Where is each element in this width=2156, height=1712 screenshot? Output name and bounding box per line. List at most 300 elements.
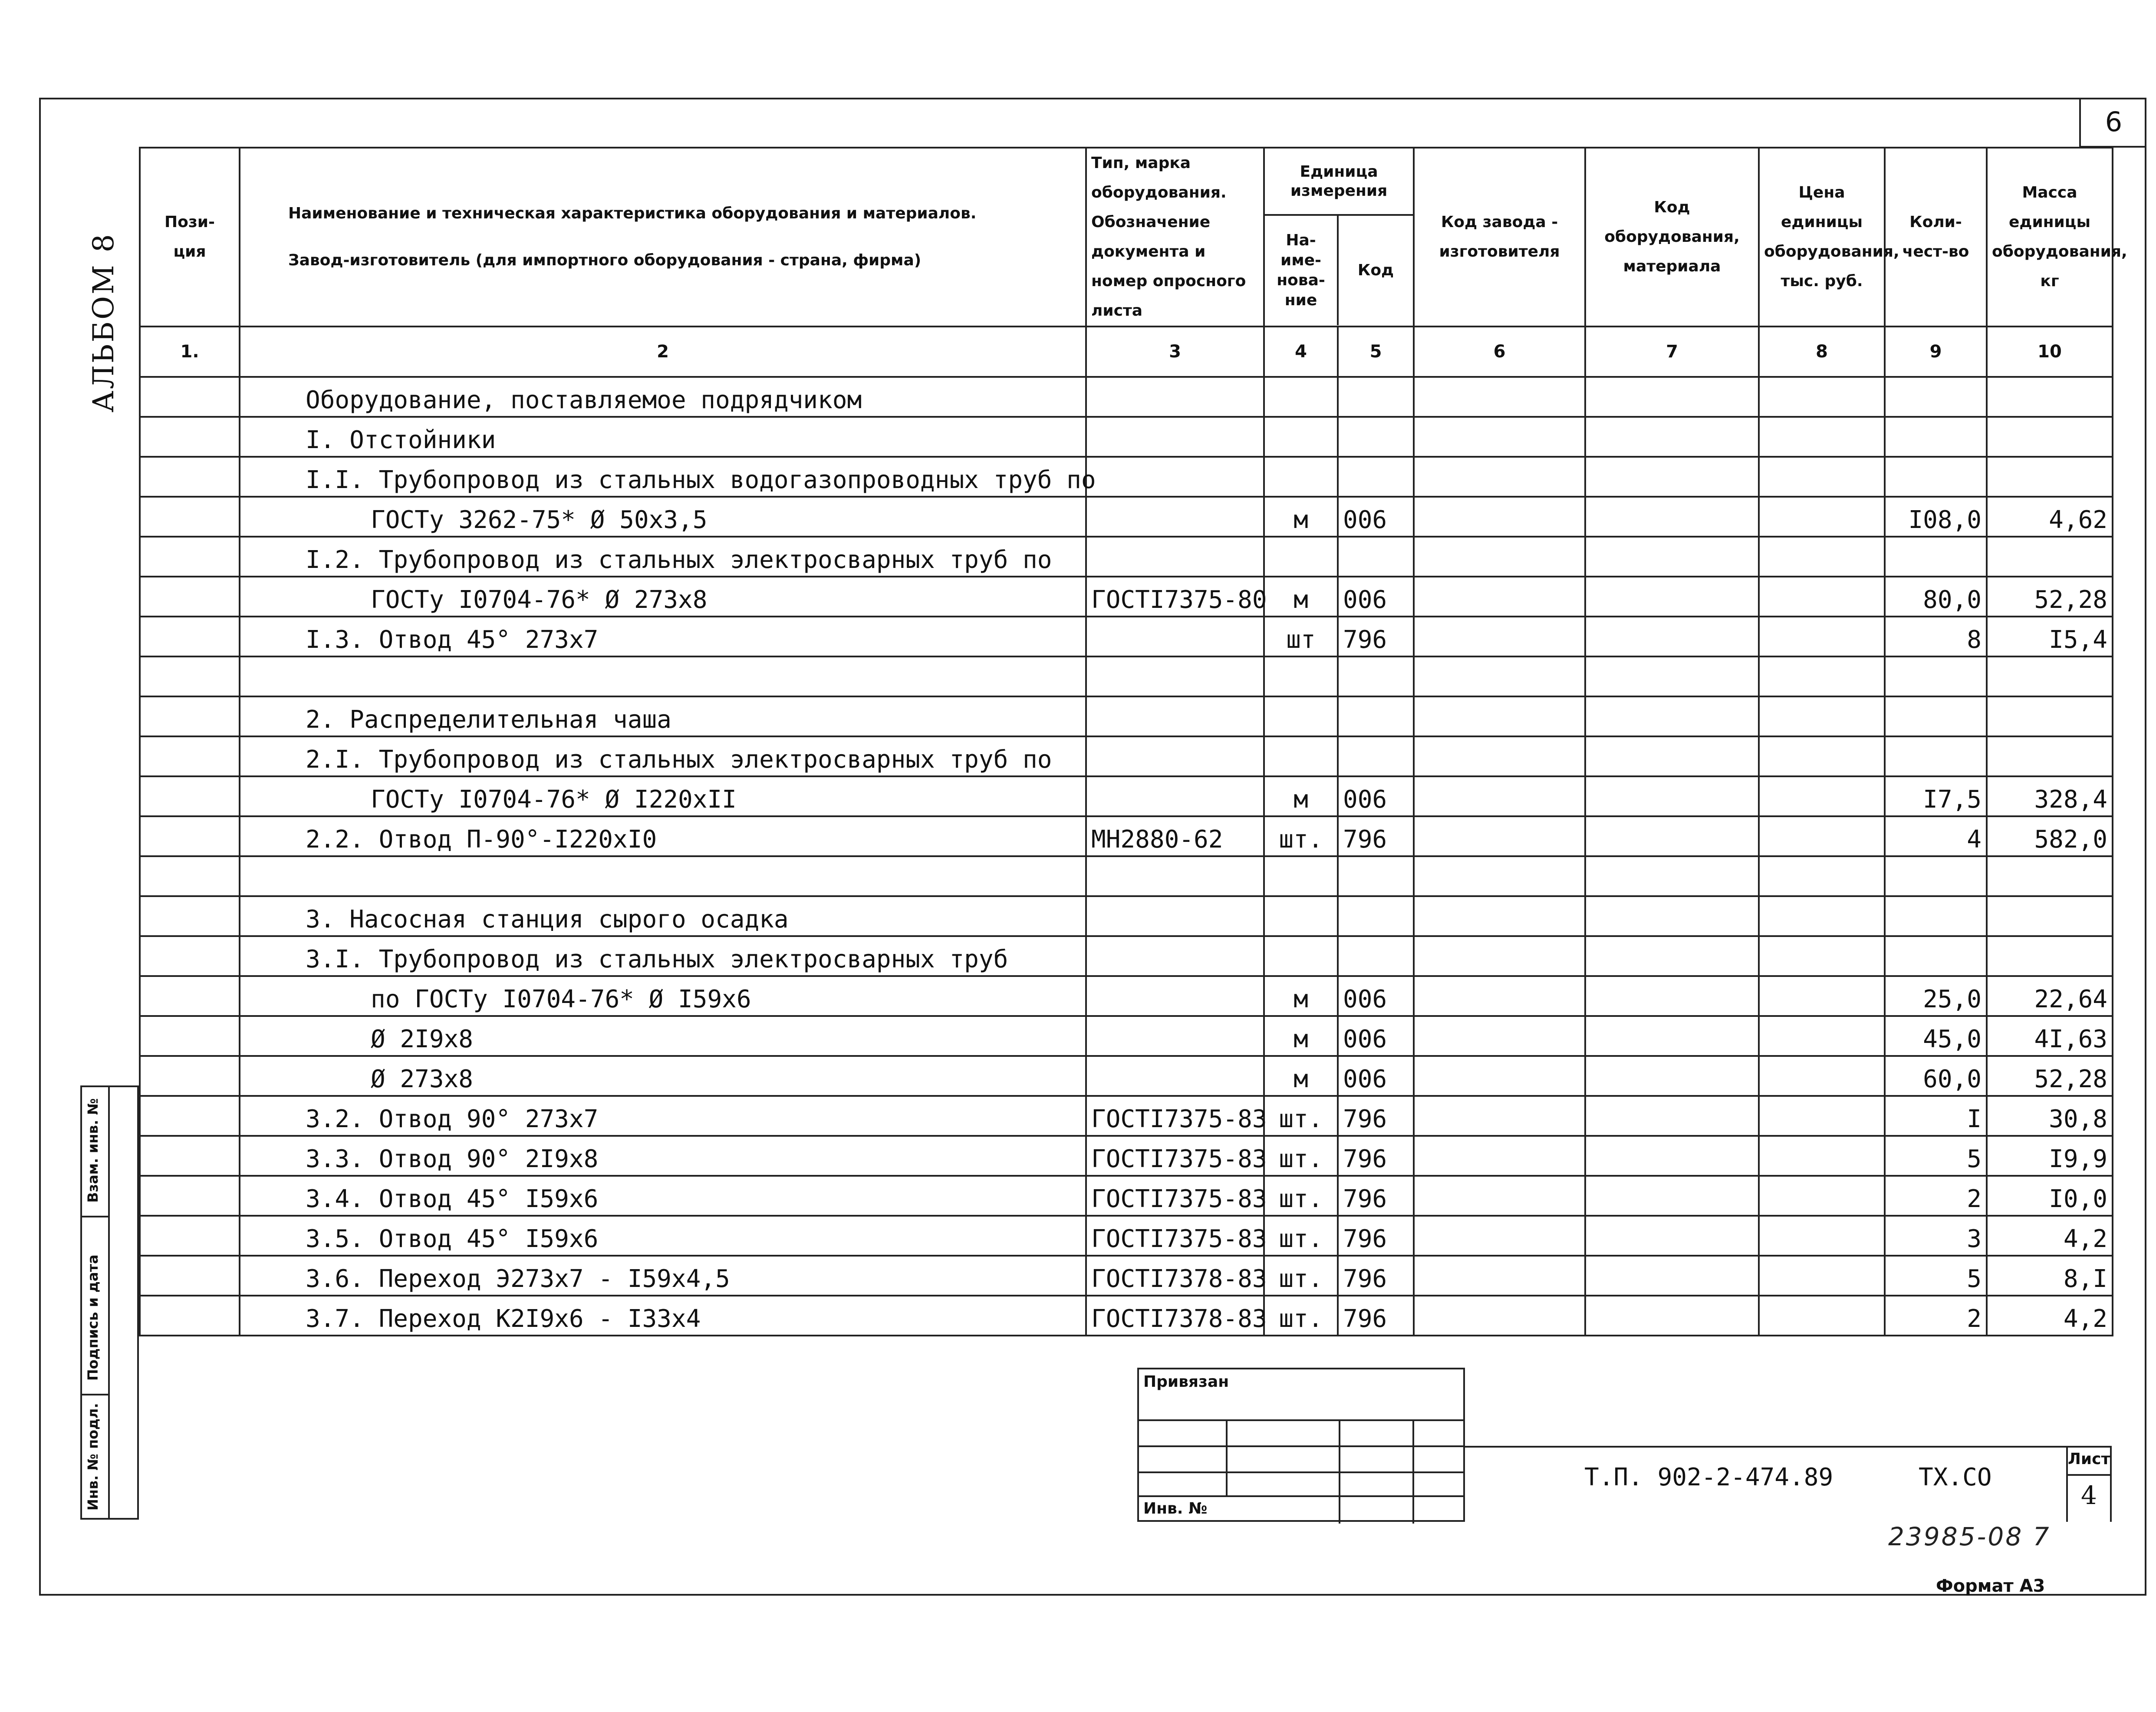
cell-price	[1759, 417, 1885, 457]
cell-qty	[1885, 377, 1987, 417]
cell-type: ГОСТI7375-83	[1086, 1096, 1264, 1136]
cell-type	[1086, 1056, 1264, 1096]
cell-mass: 328,4	[1987, 776, 2113, 816]
col-header-name-line1: Наименование и техническая характеристика оборудования и материалов.	[288, 205, 977, 222]
cell-qty	[1885, 896, 1987, 936]
cell-equip-code	[1585, 1216, 1759, 1256]
cell-type: ГОСТI7378-83	[1086, 1256, 1264, 1296]
table-row	[140, 457, 2113, 497]
cell-name: 2. Распределительная чаша	[240, 696, 1086, 736]
cell-name: 3.7. Переход К2I9х6 - I33х4	[240, 1296, 1086, 1336]
cell-factory-code	[1414, 417, 1585, 457]
cell-code	[1338, 896, 1414, 936]
cell-name: 3. Насосная станция сырого осадка	[240, 896, 1086, 936]
cell-unit: шт.	[1264, 1176, 1338, 1216]
col-num-7: 7	[1585, 327, 1759, 377]
cell-mass	[1987, 856, 2113, 896]
cell-price	[1759, 696, 1885, 736]
cell-factory-code	[1414, 736, 1585, 776]
cell-qty	[1885, 696, 1987, 736]
cell-code	[1338, 656, 1414, 696]
cell-equip-code	[1585, 776, 1759, 816]
cell-price	[1759, 1016, 1885, 1056]
binding-stamp	[1137, 1368, 1465, 1522]
specification-table	[139, 147, 2127, 1336]
cell-unit	[1264, 936, 1338, 976]
cell-name: I. Отстойники	[240, 417, 1086, 457]
table-row	[140, 936, 2113, 976]
cell-position	[140, 1296, 240, 1336]
cell-name: Оборудование, поставляемое подрядчиком	[240, 377, 1086, 417]
cell-code	[1338, 457, 1414, 497]
side-cell-signature	[82, 1217, 108, 1395]
cell-unit	[1264, 656, 1338, 696]
cell-factory-code	[1414, 617, 1585, 656]
list-number: 4	[2081, 1481, 2097, 1510]
cell-price	[1759, 976, 1885, 1016]
col-num-6: 6	[1414, 327, 1585, 377]
cell-price	[1759, 577, 1885, 617]
col-header-name-line2: Завод-изготовитель (для импортного оборудования - страна, фирма)	[288, 251, 922, 269]
cell-name: I.3. Отвод 45° 273х7	[240, 617, 1086, 656]
cell-unit: шт.	[1264, 816, 1338, 856]
cell-qty: 3	[1885, 1216, 1987, 1256]
cell-factory-code	[1414, 1216, 1585, 1256]
side-cell-replacement	[82, 1087, 108, 1217]
table-row	[140, 377, 2113, 417]
cell-unit	[1264, 736, 1338, 776]
cell-position	[140, 776, 240, 816]
cell-code	[1338, 856, 1414, 896]
cell-factory-code	[1414, 457, 1585, 497]
cell-qty: 25,0	[1885, 976, 1987, 1016]
cell-unit: шт	[1264, 617, 1338, 656]
table-row	[140, 696, 2113, 736]
cell-code: 796	[1338, 1176, 1414, 1216]
cell-qty	[1885, 856, 1987, 896]
cell-mass: 4,2	[1987, 1296, 2113, 1336]
cell-qty	[1885, 417, 1987, 457]
cell-mass: 582,0	[1987, 816, 2113, 856]
cell-equip-code	[1585, 617, 1759, 656]
cell-price	[1759, 617, 1885, 656]
unit-group-title: Единица измерения	[1265, 149, 1413, 216]
cell-equip-code	[1585, 1136, 1759, 1176]
cell-qty	[1885, 936, 1987, 976]
cell-equip-code	[1585, 577, 1759, 617]
cell-mass: I5,4	[1987, 617, 2113, 656]
cell-code	[1338, 936, 1414, 976]
cell-qty: 80,0	[1885, 577, 1987, 617]
table-row	[140, 537, 2113, 577]
cell-position	[140, 537, 240, 577]
cell-qty: 4	[1885, 816, 1987, 856]
cell-unit: шт.	[1264, 1096, 1338, 1136]
cell-qty	[1885, 736, 1987, 776]
cell-factory-code	[1414, 577, 1585, 617]
cell-mass: 52,28	[1987, 1056, 2113, 1096]
cell-name: 3.2. Отвод 90° 273х7	[240, 1096, 1086, 1136]
cell-unit: м	[1264, 1056, 1338, 1096]
side-stamp	[80, 1085, 139, 1520]
cell-code: 796	[1338, 617, 1414, 656]
table-row	[140, 617, 2113, 656]
cell-factory-code	[1414, 976, 1585, 1016]
cell-equip-code	[1585, 1096, 1759, 1136]
cell-mass: 52,28	[1987, 577, 2113, 617]
cell-type	[1086, 1016, 1264, 1056]
cell-type	[1086, 417, 1264, 457]
cell-code: 006	[1338, 976, 1414, 1016]
cell-code: 796	[1338, 816, 1414, 856]
cell-price	[1759, 537, 1885, 577]
column-numbers-row	[140, 327, 2113, 377]
cell-price	[1759, 776, 1885, 816]
col-num-10: 10	[1987, 327, 2113, 377]
cell-qty: 5	[1885, 1136, 1987, 1176]
cell-unit	[1264, 896, 1338, 936]
cell-factory-code	[1414, 696, 1585, 736]
cell-factory-code	[1414, 1296, 1585, 1336]
cell-price	[1759, 656, 1885, 696]
cell-factory-code	[1414, 537, 1585, 577]
cell-equip-code	[1585, 457, 1759, 497]
cell-equip-code	[1585, 656, 1759, 696]
col-header-position: Пози- ция	[140, 148, 240, 327]
inv-label: Инв. №	[1143, 1500, 1208, 1517]
cell-mass: 4I,63	[1987, 1016, 2113, 1056]
cell-price	[1759, 377, 1885, 417]
cell-type	[1086, 936, 1264, 976]
table-row	[140, 1256, 2113, 1296]
cell-equip-code	[1585, 896, 1759, 936]
cell-factory-code	[1414, 497, 1585, 537]
cell-position	[140, 617, 240, 656]
cell-price	[1759, 736, 1885, 776]
title-block-line	[1465, 1446, 2112, 1448]
cell-price	[1759, 497, 1885, 537]
side-text-replacement: Взам. инв. №	[85, 1098, 101, 1203]
cell-price	[1759, 936, 1885, 976]
cell-price	[1759, 816, 1885, 856]
cell-type: ГОСТI7378-83	[1086, 1296, 1264, 1336]
cell-code: 006	[1338, 1056, 1414, 1096]
list-label: Лист	[2068, 1446, 2110, 1476]
cell-name: Ø 2I9х8	[240, 1016, 1086, 1056]
cell-position	[140, 896, 240, 936]
cell-position	[140, 816, 240, 856]
cell-unit: м	[1264, 1016, 1338, 1056]
cell-equip-code	[1585, 856, 1759, 896]
cell-equip-code	[1585, 417, 1759, 457]
cell-price	[1759, 1096, 1885, 1136]
cell-position	[140, 1256, 240, 1296]
cell-mass	[1987, 696, 2113, 736]
cell-code	[1338, 537, 1414, 577]
table-row	[140, 497, 2113, 537]
cell-factory-code	[1414, 377, 1585, 417]
cell-type	[1086, 377, 1264, 417]
cell-type	[1086, 856, 1264, 896]
cell-code: 796	[1338, 1136, 1414, 1176]
cell-price	[1759, 1216, 1885, 1256]
cell-qty	[1885, 457, 1987, 497]
cell-position	[140, 736, 240, 776]
col-num-8: 8	[1759, 327, 1885, 377]
col-header-factory-code: Код завода - изготовителя	[1414, 148, 1585, 327]
cell-name	[240, 656, 1086, 696]
cell-name: 2.2. Отвод П-90°-I220хI0	[240, 816, 1086, 856]
cell-name: ГОСТу I0704-76* Ø 273х8	[240, 577, 1086, 617]
cell-position	[140, 656, 240, 696]
cell-type	[1086, 976, 1264, 1016]
cell-equip-code	[1585, 936, 1759, 976]
cell-mass	[1987, 656, 2113, 696]
cell-factory-code	[1414, 856, 1585, 896]
cell-unit: м	[1264, 776, 1338, 816]
cell-qty	[1885, 656, 1987, 696]
cell-position	[140, 497, 240, 537]
cell-factory-code	[1414, 1016, 1585, 1056]
cell-mass: 8,I	[1987, 1256, 2113, 1296]
format-label: Формат А3	[1936, 1576, 2045, 1596]
cell-unit	[1264, 457, 1338, 497]
cell-price	[1759, 1296, 1885, 1336]
sheet-number: 6	[2079, 98, 2146, 148]
cell-factory-code	[1414, 1256, 1585, 1296]
cell-position	[140, 377, 240, 417]
table-row	[140, 736, 2113, 776]
cell-name: ГОСТу I0704-76* Ø I220хII	[240, 776, 1086, 816]
cell-code	[1338, 736, 1414, 776]
cell-position	[140, 936, 240, 976]
cell-code	[1338, 696, 1414, 736]
cell-equip-code	[1585, 696, 1759, 736]
album-label: АЛЬБОМ 8	[87, 232, 120, 412]
cell-equip-code	[1585, 1056, 1759, 1096]
col-header-unit-group	[1264, 148, 1414, 327]
table-row	[140, 577, 2113, 617]
cell-type: ГОСТI7375-83	[1086, 1216, 1264, 1256]
cell-unit	[1264, 856, 1338, 896]
table-row	[140, 856, 2113, 896]
col-num-2: 2	[240, 327, 1086, 377]
cell-type	[1086, 696, 1264, 736]
cell-factory-code	[1414, 816, 1585, 856]
cell-type: ГОСТI7375-80	[1086, 577, 1264, 617]
cell-mass: I9,9	[1987, 1136, 2113, 1176]
cell-factory-code	[1414, 1056, 1585, 1096]
cell-mass	[1987, 936, 2113, 976]
table-row	[140, 656, 2113, 696]
cell-factory-code	[1414, 1176, 1585, 1216]
cell-price	[1759, 1176, 1885, 1216]
cell-position	[140, 1216, 240, 1256]
cell-equip-code	[1585, 1256, 1759, 1296]
cell-qty: 45,0	[1885, 1016, 1987, 1056]
cell-name	[240, 856, 1086, 896]
cell-qty: I7,5	[1885, 776, 1987, 816]
cell-position	[140, 1056, 240, 1096]
cell-mass	[1987, 377, 2113, 417]
cell-price	[1759, 457, 1885, 497]
cell-position	[140, 1136, 240, 1176]
table-row	[140, 816, 2113, 856]
table-row	[140, 776, 2113, 816]
table-row	[140, 1176, 2113, 1216]
bound-label: Привязан	[1143, 1373, 1229, 1391]
table-row	[140, 1056, 2113, 1096]
cell-mass: 30,8	[1987, 1096, 2113, 1136]
cell-code: 796	[1338, 1256, 1414, 1296]
cell-name: по ГОСТу I0704-76* Ø I59х6	[240, 976, 1086, 1016]
cell-price	[1759, 1056, 1885, 1096]
col-num-5: 5	[1338, 327, 1414, 377]
table-row	[140, 1216, 2113, 1256]
cell-position	[140, 457, 240, 497]
cell-unit: шт.	[1264, 1216, 1338, 1256]
cell-type	[1086, 656, 1264, 696]
cell-qty: 5	[1885, 1256, 1987, 1296]
col-header-mass: Масса единицы оборудования, кг	[1987, 148, 2113, 327]
col-num-9: 9	[1885, 327, 1987, 377]
cell-code: 796	[1338, 1216, 1414, 1256]
col-header-name	[240, 148, 1086, 327]
cell-code: 006	[1338, 577, 1414, 617]
table-row	[140, 1016, 2113, 1056]
cell-price	[1759, 856, 1885, 896]
cell-position	[140, 1016, 240, 1056]
cell-unit	[1264, 377, 1338, 417]
col-header-price: Цена единицы оборудования, тыс. руб.	[1759, 148, 1885, 327]
table-row	[140, 1096, 2113, 1136]
cell-type	[1086, 617, 1264, 656]
document-section: ТХ.СО	[1919, 1463, 1992, 1491]
cell-qty: I08,0	[1885, 497, 1987, 537]
cell-name: I.I. Трубопровод из стальных водогазопроводных труб по	[240, 457, 1086, 497]
col-header-qty: Коли-чест-во	[1885, 148, 1987, 327]
cell-position	[140, 577, 240, 617]
side-text-original: Инв. № подл.	[85, 1403, 101, 1511]
cell-equip-code	[1585, 1296, 1759, 1336]
cell-equip-code	[1585, 736, 1759, 776]
sheet-list-box	[2066, 1446, 2112, 1522]
cell-type	[1086, 497, 1264, 537]
cell-type: МН2880-62	[1086, 816, 1264, 856]
cell-mass	[1987, 417, 2113, 457]
cell-qty	[1885, 537, 1987, 577]
cell-code: 006	[1338, 776, 1414, 816]
cell-type: ГОСТI7375-83	[1086, 1136, 1264, 1176]
cell-price	[1759, 1256, 1885, 1296]
cell-unit: м	[1264, 577, 1338, 617]
cell-position	[140, 976, 240, 1016]
cell-type	[1086, 896, 1264, 936]
cell-price	[1759, 1136, 1885, 1176]
cell-unit: шт.	[1264, 1136, 1338, 1176]
table-row	[140, 1136, 2113, 1176]
col-header-unit-name: На-име-нова-ние	[1265, 216, 1339, 325]
cell-name: 3.4. Отвод 45° I59х6	[240, 1176, 1086, 1216]
cell-code	[1338, 377, 1414, 417]
cell-price	[1759, 896, 1885, 936]
cell-unit	[1264, 417, 1338, 457]
col-header-unit-code: Код	[1357, 261, 1394, 279]
cell-equip-code	[1585, 976, 1759, 1016]
cell-qty: 2	[1885, 1176, 1987, 1216]
cell-unit: м	[1264, 497, 1338, 537]
cell-mass: 4,62	[1987, 497, 2113, 537]
cell-equip-code	[1585, 497, 1759, 537]
cell-factory-code	[1414, 1136, 1585, 1176]
cell-mass: 4,2	[1987, 1216, 2113, 1256]
cell-name: 3.I. Трубопровод из стальных электросварных труб	[240, 936, 1086, 976]
cell-name: 3.5. Отвод 45° I59х6	[240, 1216, 1086, 1256]
cell-type	[1086, 457, 1264, 497]
cell-position	[140, 417, 240, 457]
table-row	[140, 1296, 2113, 1336]
table-row	[140, 417, 2113, 457]
side-text-signature: Подпись и дата	[85, 1254, 101, 1381]
cell-code	[1338, 417, 1414, 457]
cell-qty: 2	[1885, 1296, 1987, 1336]
cell-qty: 60,0	[1885, 1056, 1987, 1096]
cell-factory-code	[1414, 1096, 1585, 1136]
document-code: Т.П. 902-2-474.89	[1584, 1463, 1833, 1491]
cell-mass: I0,0	[1987, 1176, 2113, 1216]
cell-position	[140, 1176, 240, 1216]
cell-mass	[1987, 736, 2113, 776]
cell-equip-code	[1585, 537, 1759, 577]
side-cell-original	[82, 1395, 108, 1521]
cell-factory-code	[1414, 656, 1585, 696]
table-row	[140, 896, 2113, 936]
cell-equip-code	[1585, 816, 1759, 856]
cell-type	[1086, 736, 1264, 776]
cell-factory-code	[1414, 896, 1585, 936]
cell-name: I.2. Трубопровод из стальных электросварных труб по	[240, 537, 1086, 577]
cell-equip-code	[1585, 1176, 1759, 1216]
cell-unit	[1264, 696, 1338, 736]
cell-equip-code	[1585, 377, 1759, 417]
col-num-4: 4	[1264, 327, 1338, 377]
cell-name: ГОСТу 3262-75* Ø 50х3,5	[240, 497, 1086, 537]
cell-mass: 22,64	[1987, 976, 2113, 1016]
cell-code: 796	[1338, 1296, 1414, 1336]
cell-type: ГОСТI7375-83	[1086, 1176, 1264, 1216]
cell-qty: 8	[1885, 617, 1987, 656]
cell-type	[1086, 776, 1264, 816]
cell-position	[140, 856, 240, 896]
cell-name: 3.6. Переход Э273х7 - I59х4,5	[240, 1256, 1086, 1296]
cell-code: 006	[1338, 1016, 1414, 1056]
cell-position	[140, 1096, 240, 1136]
cell-name: 3.3. Отвод 90° 2I9х8	[240, 1136, 1086, 1176]
cell-type	[1086, 537, 1264, 577]
cell-mass	[1987, 457, 2113, 497]
cell-name: Ø 273х8	[240, 1056, 1086, 1096]
cell-unit	[1264, 537, 1338, 577]
col-num-3: 3	[1086, 327, 1264, 377]
cell-equip-code	[1585, 1016, 1759, 1056]
table-row	[140, 976, 2113, 1016]
cell-qty: I	[1885, 1096, 1987, 1136]
cell-unit: шт.	[1264, 1256, 1338, 1296]
col-header-type: Тип, марка оборудования. Обозначение документа и номер опросного листа	[1086, 148, 1264, 327]
cell-factory-code	[1414, 776, 1585, 816]
cell-unit: шт.	[1264, 1296, 1338, 1336]
col-header-equip-code: Код оборудования, материала	[1585, 148, 1759, 327]
